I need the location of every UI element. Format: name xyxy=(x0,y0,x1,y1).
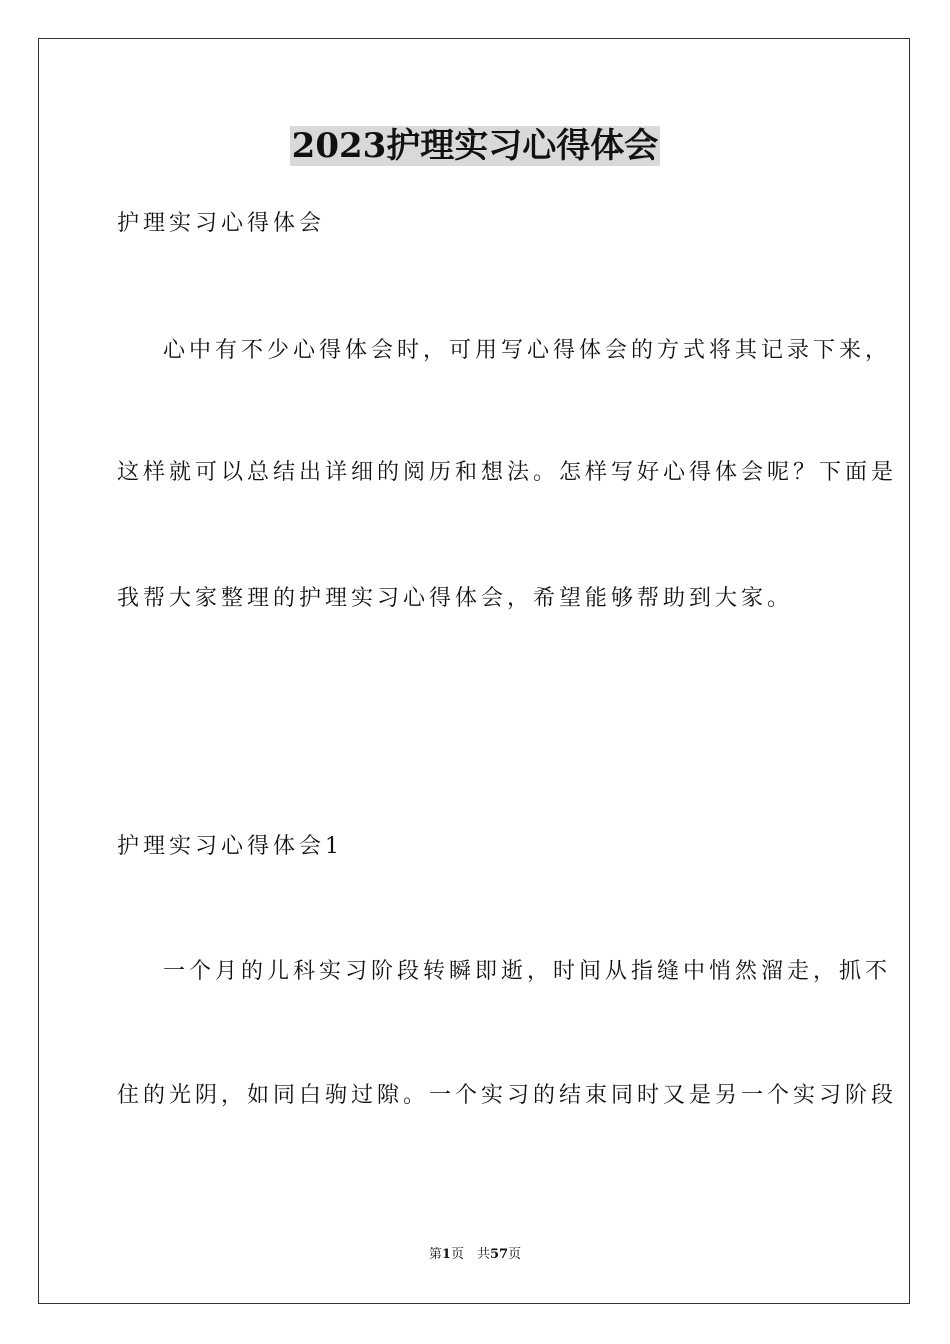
paragraph-line: 心中有不少心得体会时，可用写心得体会的方式将其记录下来， xyxy=(163,338,892,363)
paragraph-line: 住的光阴，如同白驹过隙。一个实习的结束同时又是另一个实习阶段 xyxy=(117,1083,898,1108)
subheading-section-1: 护理实习心得体会1 xyxy=(117,834,343,859)
footer-total-pages: 57 xyxy=(489,1247,509,1262)
paragraph-line: 我帮大家整理的护理实习心得体会，希望能够帮助到大家。 xyxy=(117,586,794,611)
document-title xyxy=(0,124,950,168)
subheading-intro: 护理实习心得体会 xyxy=(117,211,326,236)
paragraph-line: 一个月的儿科实习阶段转瞬即逝，时间从指缝中悄然溜走，抓不 xyxy=(163,959,892,984)
page-footer xyxy=(0,1246,950,1264)
footer-current-page: 1 xyxy=(441,1247,451,1262)
document-title-text: 2023护理实习心得体会 xyxy=(291,126,659,166)
footer-page-suffix: 页 共 xyxy=(450,1247,490,1262)
footer-prefix: 第 xyxy=(428,1247,442,1262)
paragraph-line: 这样就可以总结出详细的阅历和想法。怎样写好心得体会呢？下面是 xyxy=(117,460,898,485)
footer-total-suffix: 页 xyxy=(508,1247,522,1262)
